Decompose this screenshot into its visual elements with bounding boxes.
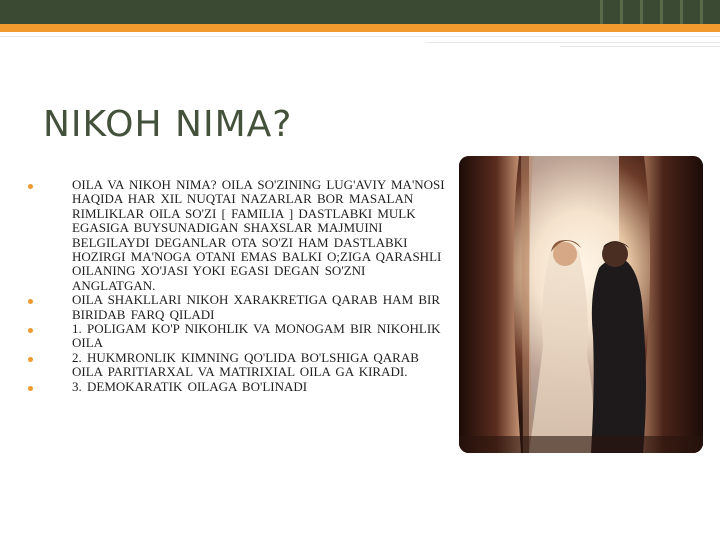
- dot-icon: [28, 386, 33, 391]
- header-stripe: [600, 0, 603, 24]
- header-stripe: [640, 0, 643, 24]
- header-stripe: [700, 0, 703, 24]
- bullet-item: [28, 322, 448, 351]
- bullet-item: [28, 351, 448, 380]
- wedding-couple-illustration: [459, 156, 703, 453]
- header-bar: [0, 0, 720, 24]
- bullet-text: 3. DEMOKARATIK OILAGA BO'LINADI: [72, 378, 308, 394]
- header-divider: [426, 42, 720, 43]
- dot-icon: [28, 357, 33, 362]
- header-stripe: [680, 0, 683, 24]
- header-divider: [0, 36, 720, 37]
- dot-icon: [28, 328, 33, 333]
- dot-icon: [28, 299, 33, 304]
- bullet-text: OILA VA NIKOH NIMA? OILA SO'ZINING LUG'AVIY MA'NOSI HAQIDA HAR XIL NUQTAI NAZARLAR BOR MASALAN RIMLIKLAR OILA SO'ZI [ FAMILIA ] DASTLABKI MULK EGASIGA BUYSUNADIGAN SHAXSLAR MAJMUINI BELGILAYDI DEGANLAR OTA SO'ZI HAM DASTLABKI HOZIRGI MA'NOGA OTANI EMAS BALKI O;ZIGA QARASHLI OILANING XO'JASI YOKI EGASI DEGAN SO'ZNI ANGLATGAN.: [72, 177, 445, 293]
- bullet-text: 1. POLIGAM KO'P NIKOHLIK VA MONOGAM BIR NIKOHLIK OILA: [72, 321, 441, 351]
- bullet-list: [28, 178, 448, 394]
- bullet-text: OILA SHAKLLARI NIKOH XARAKRETIGA QARAB HAM BIR BIRIDAB FARQ QILADI: [72, 292, 441, 322]
- header-divider: [560, 46, 720, 47]
- header-stripe: [620, 0, 623, 24]
- dot-icon: [28, 184, 33, 189]
- header-accent-bar: [0, 24, 720, 32]
- bullet-item: [28, 293, 448, 322]
- wedding-couple-photo: [459, 156, 703, 453]
- header-stripe: [660, 0, 663, 24]
- slide-title: NIKOH NIMA?: [43, 104, 293, 145]
- bullet-text: 2. HUKMRONLIK KIMNING QO'LIDA BO'LSHIGA QARAB OILA PARITIARXAL VA MATIRIXIAL OILA GA KIRADI.: [72, 349, 419, 380]
- bullet-item: [28, 178, 448, 293]
- bullet-item: [28, 380, 448, 394]
